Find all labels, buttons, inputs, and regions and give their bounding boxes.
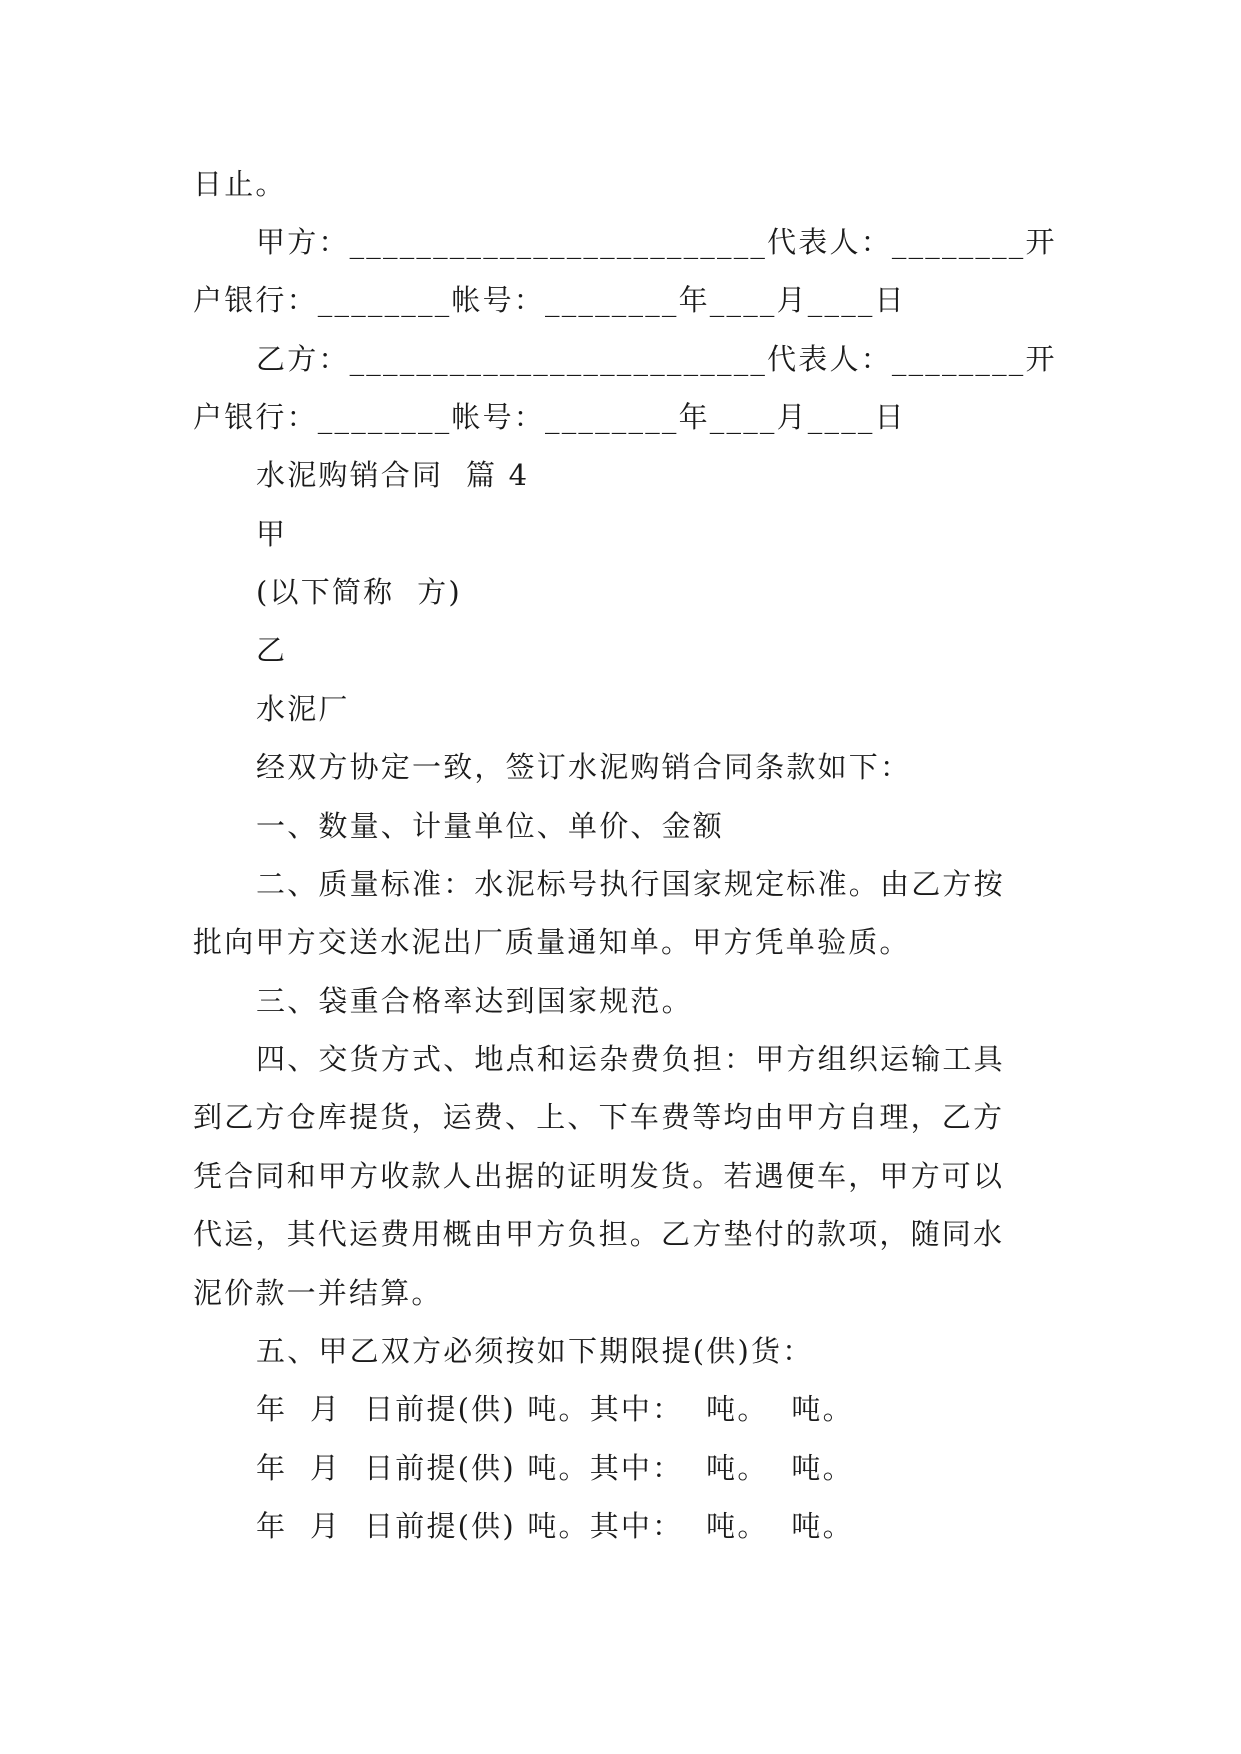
clause-2-line-2: 批向甲方交送水泥出厂质量通知单。甲方凭单验质。: [193, 925, 911, 959]
clause-4-line-1: 四、交货方式、地点和运杂费负担：甲方组织运输工具: [256, 1042, 1005, 1076]
text-line-factory: 水泥厂: [256, 692, 350, 726]
party-b-line: 乙方：_________________________代表人：________开: [256, 342, 1057, 376]
text-line-intro: 经双方协定一致，签订水泥购销合同条款如下：: [256, 750, 912, 784]
party-b-bank-line: 户银行：________帐号：________年____月____日: [193, 400, 906, 434]
schedule-line-3: 年 月 日前提(供) 吨。其中： 吨。 吨。: [256, 1509, 854, 1543]
clause-4-line-3: 凭合同和甲方收款人出据的证明发货。若遇便车，甲方可以: [193, 1159, 1005, 1193]
clause-2-line-1: 二、质量标准：水泥标号执行国家规定标准。由乙方按: [256, 867, 1005, 901]
section-title: 水泥购销合同 篇 4: [256, 458, 530, 492]
clause-4-line-4: 代运，其代运费用概由甲方负担。乙方垫付的款项，随同水: [193, 1217, 1005, 1251]
text-line-abbrev: (以下简称 方): [256, 575, 462, 609]
text-line-yi: 乙: [256, 633, 288, 667]
text-line-jia: 甲: [256, 517, 288, 551]
party-a-line: 甲方：_________________________代表人：________开: [256, 225, 1057, 259]
clause-4-line-2: 到乙方仓库提货，运费、上、下车费等均由甲方自理，乙方: [193, 1100, 1005, 1134]
schedule-line-2: 年 月 日前提(供) 吨。其中： 吨。 吨。: [256, 1451, 854, 1485]
party-a-bank-line: 户银行：________帐号：________年____月____日: [193, 283, 906, 317]
clause-3: 三、袋重合格率达到国家规范。: [256, 984, 693, 1018]
clause-1: 一、数量、计量单位、单价、金额: [256, 809, 725, 843]
clause-4-line-5: 泥价款一并结算。: [193, 1276, 443, 1310]
text-line-1: 日止。: [193, 167, 287, 201]
clause-5: 五、甲乙双方必须按如下期限提(供)货：: [256, 1334, 814, 1368]
schedule-line-1: 年 月 日前提(供) 吨。其中： 吨。 吨。: [256, 1392, 854, 1426]
